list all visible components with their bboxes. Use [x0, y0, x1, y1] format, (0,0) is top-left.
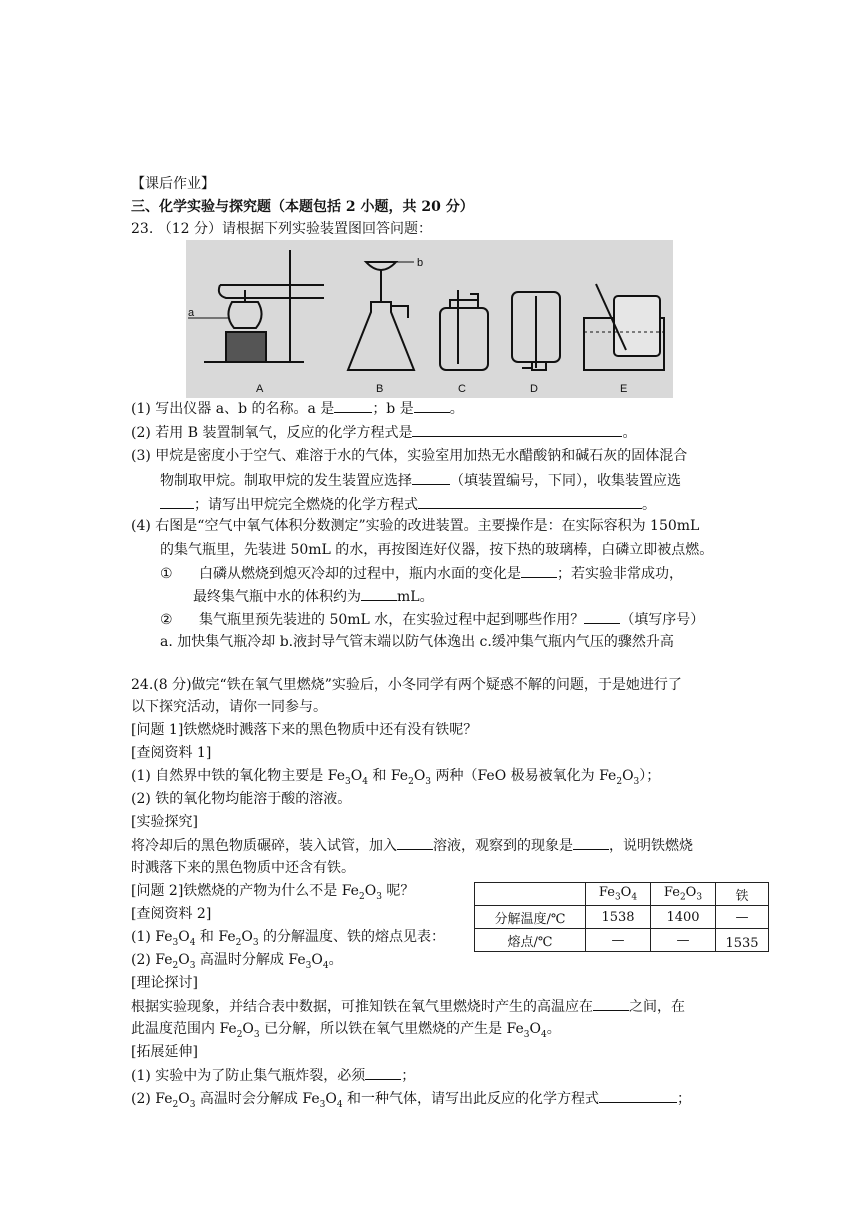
q24-exp-line1: 将冷却后的黑色物质碾碎，装入试管，加入 溶液，观察到的现象是 ，说明铁燃烧 [131, 835, 693, 856]
q24-ref2-title: [查阅资料 2] [131, 906, 212, 922]
apparatus-c [440, 290, 488, 370]
table-cell: 1538 [586, 906, 651, 929]
apparatus-a [188, 250, 324, 362]
q23-part4-line2: 的集气瓶里，先装进 50mL 的水，再按图连好仪器，按下热的玻璃棒，白磷立即被点燃。 [160, 542, 714, 558]
q23-part4-sub1-line1: ① 白磷从燃烧到熄灭冷却的过程中，瓶内水面的变化是 ；若实验非常成功， [160, 563, 683, 584]
apparatus-drawing [186, 240, 673, 398]
q23-part3-line1: (3) 甲烷是密度小于空气、难溶于水的气体，实验室用加热无水醋酸钠和碱石灰的固体混合 [131, 448, 688, 464]
table-header-fe2o3: $Fe_2O_3$ [651, 883, 716, 906]
table-header-iron: 铁 [716, 883, 769, 906]
q23-part2: (2) 若用 B 装置制氧气，反应的化学方程式是 。 [131, 422, 636, 443]
table-cell: 1400 [651, 906, 716, 929]
label-A: A [256, 383, 264, 395]
table-corner [475, 883, 586, 906]
table-row [475, 906, 769, 929]
q24-ref2-2: (2) $Fe_2O_3$ 高温时分解成 $Fe_3O_4$。 [131, 952, 343, 971]
q23-part4-line1: (4) 右图是“空气中氧气体积分数测定”实验的改进装置。主要操作是：在实际容积为 150mL [131, 518, 700, 534]
q24-theory-line2: 此温度范围内 $Fe_2O_3$ 已分解，所以铁在氧气里燃烧的产生是 $Fe_3O_4$。 [131, 1021, 561, 1040]
q24-problem2: [问题 2]铁燃烧的产物为什么不是 $Fe_2O_3$ 呢？ [131, 883, 415, 902]
q23-part3-line2: 物制取甲烷。制取甲烷的发生装置应选择 （填装置编号，下同），收集装置应选 [160, 470, 681, 491]
label-D: D [530, 383, 538, 395]
q24-ref2-1: (1) $Fe_3O_4$ 和 $Fe_2O_3$ 的分解温度、铁的熔点见表： [131, 929, 446, 948]
q24-exp-line2: 时溅落下来的黑色物质中还含有铁。 [131, 860, 355, 876]
q24-ref1-title: [查阅资料 1] [131, 745, 212, 761]
q24-ext-2: (2) $Fe_2O_3$ 高温时会分解成 $Fe_3O_4$ 和一种气体，请写出此反应的化学方程式 ； [131, 1088, 691, 1115]
label-b: b [417, 257, 424, 269]
table-row [475, 929, 769, 952]
table-cell: — [586, 929, 651, 952]
homework-header: 【课后作业】 [131, 176, 215, 192]
table-header-fe3o4: $Fe_3O_4$ [586, 883, 651, 906]
q24-exp-title: [实验探究] [131, 814, 198, 830]
q24-ref1-1: (1) 自然界中铁的氧化物主要是 $Fe_3O_4$ 和 $Fe_2O_3$ 两种（FeO 极易被氧化为 $Fe_2O_3$）； [131, 768, 661, 787]
q24-theory-line1: 根据实验现象，并结合表中数据，可推知铁在氧气里燃烧时产生的高温应在 之间，在 [131, 996, 685, 1017]
q23-stem: 23. （12 分）请根据下列实验装置图回答问题： [131, 221, 432, 237]
table-row-label: 分解温度/℃ [475, 906, 586, 929]
label-E: E [620, 383, 628, 395]
q24-problem1: [问题 1]铁燃烧时溅落下来的黑色物质中还有没有铁呢？ [131, 722, 478, 738]
apparatus-d [512, 292, 560, 370]
q23-part4-sub2: ② 集气瓶里预先装进的 50mL 水，在实验过程中起到哪些作用？ （填写序号） [160, 609, 704, 630]
table-row-label: 熔点/℃ [475, 929, 586, 952]
q24-line2: 以下探究活动，请你一同参与。 [131, 699, 327, 715]
q23-part4-sub1-line2: 最终集气瓶中水的体积约为 mL。 [193, 586, 434, 607]
q23-part1: (1) 写出仪器 a、b 的名称。a 是 ；b 是 。 [131, 398, 464, 419]
q23-part3-line3: ；请写出甲烷完全燃烧的化学方程式 。 [160, 494, 656, 515]
q24-line1: 24.(8 分)做完“铁在氧气里燃烧”实验后，小冬同学有两个疑惑不解的问题，于是她进行了 [131, 677, 682, 693]
label-C: C [458, 383, 466, 395]
section-title: 三、化学实验与探究题（本题包括 2 小题，共 20 分） [131, 199, 474, 215]
apparatus-figure [186, 240, 673, 398]
q24-ext-title: [拓展延伸] [131, 1044, 198, 1060]
q24-theory-title: [理论探讨] [131, 975, 198, 991]
apparatus-e [584, 284, 664, 370]
label-a: a [188, 307, 195, 319]
apparatus-b [348, 262, 414, 370]
q24-ref1-2: (2) 铁的氧化物均能溶于酸的溶液。 [131, 791, 352, 807]
label-B: B [376, 383, 384, 395]
table-header-row [475, 883, 769, 906]
decomposition-table [474, 882, 769, 952]
table-cell: 1535 [716, 929, 769, 952]
table-cell: — [716, 906, 769, 929]
q24-ext-1: (1) 实验中为了防止集气瓶炸裂，必须 ； [131, 1065, 415, 1086]
table-cell: — [651, 929, 716, 952]
q23-part4-options: a. 加快集气瓶冷却 b.液封导气管末端以防气体逸出 c.缓冲集气瓶内气压的骤然升高 [160, 634, 674, 650]
